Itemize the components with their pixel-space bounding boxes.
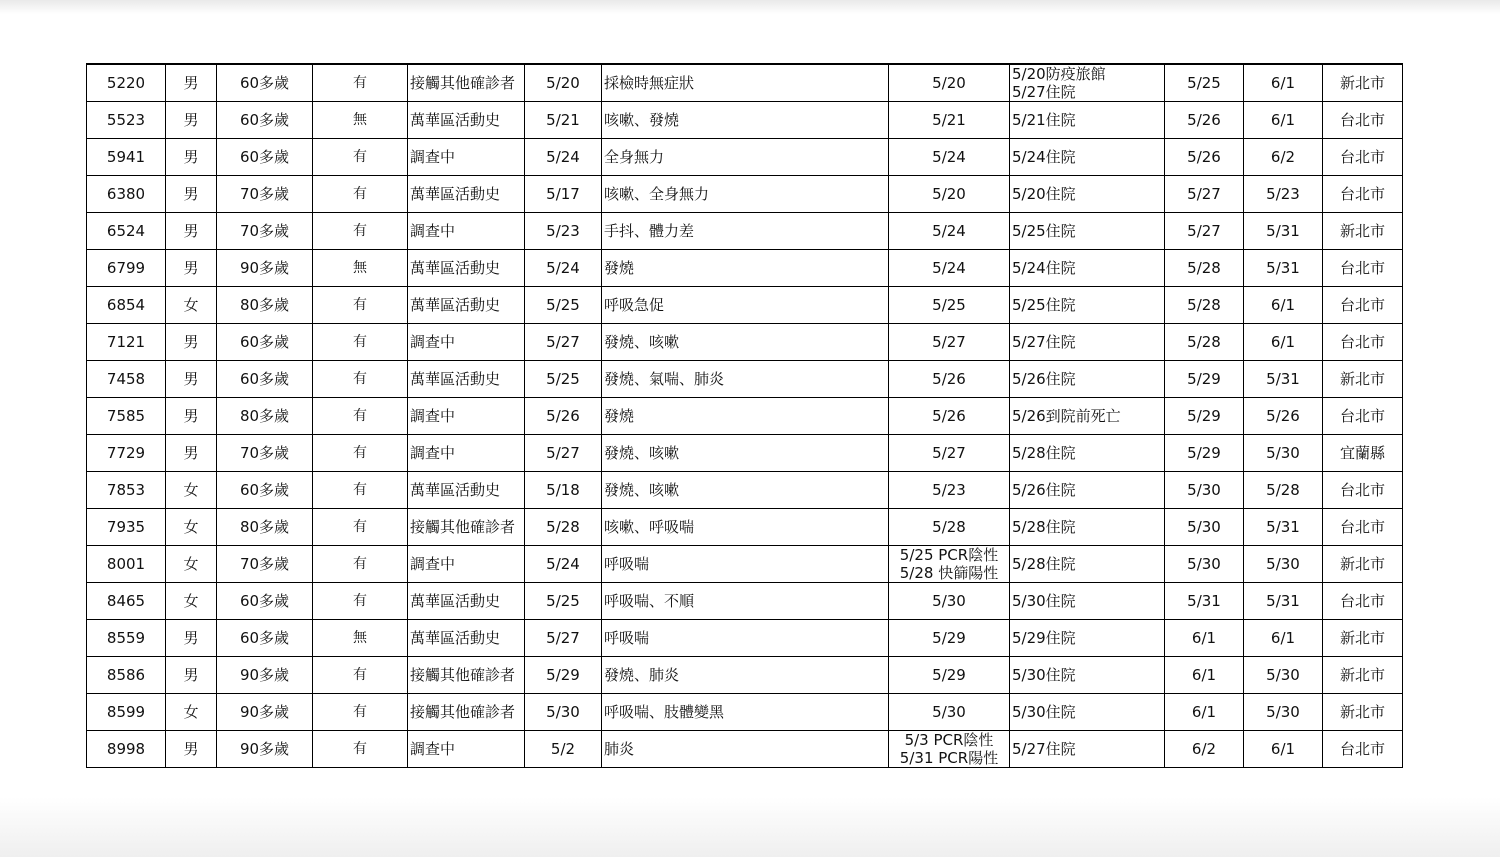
table-row (87, 620, 1403, 657)
onset-date-cell: 5/26 (525, 398, 602, 435)
age-cell: 60多歲 (217, 64, 313, 102)
sex-cell: 女 (166, 546, 217, 583)
age-cell: 70多歲 (217, 213, 313, 250)
infection-source-cell: 調查中 (408, 731, 525, 768)
sex-cell: 男 (166, 731, 217, 768)
test-date-cell-line: 5/28 快篩陽性 (899, 564, 999, 582)
city-cell: 新北市 (1323, 657, 1403, 694)
age-cell: 60多歲 (217, 324, 313, 361)
sex-cell: 女 (166, 694, 217, 731)
city-cell: 台北市 (1323, 398, 1403, 435)
chronic-disease-cell: 有 (313, 139, 408, 176)
admission-cell (1010, 694, 1165, 731)
table-row (87, 509, 1403, 546)
admission-cell-line: 5/26住院 (1012, 481, 1076, 499)
chronic-disease-cell: 有 (313, 213, 408, 250)
chronic-disease-cell: 無 (313, 250, 408, 287)
confirm-date-cell: 5/28 (1165, 250, 1244, 287)
test-date-cell-line: 5/24 (932, 148, 966, 166)
case-id-cell: 6799 (87, 250, 166, 287)
city-cell: 台北市 (1323, 287, 1403, 324)
test-date-cell-line: 5/24 (932, 259, 966, 277)
onset-date-cell: 5/23 (525, 213, 602, 250)
test-date-cell (889, 620, 1010, 657)
table-row (87, 546, 1403, 583)
confirm-date-cell: 5/26 (1165, 102, 1244, 139)
table-row (87, 64, 1403, 102)
admission-cell-line: 5/27住院 (1012, 333, 1076, 351)
test-date-cell (889, 250, 1010, 287)
infection-source-cell: 接觸其他確診者 (408, 509, 525, 546)
age-cell: 80多歲 (217, 509, 313, 546)
case-id-cell: 8001 (87, 546, 166, 583)
table-row (87, 213, 1403, 250)
admission-cell (1010, 472, 1165, 509)
table-row (87, 102, 1403, 139)
confirm-date-cell: 5/29 (1165, 435, 1244, 472)
death-date-cell: 5/23 (1244, 176, 1323, 213)
age-cell: 60多歲 (217, 139, 313, 176)
case-id-cell: 6854 (87, 287, 166, 324)
admission-cell (1010, 324, 1165, 361)
admission-cell-line: 5/30住院 (1012, 592, 1076, 610)
admission-cell (1010, 213, 1165, 250)
admission-cell (1010, 657, 1165, 694)
test-date-cell-line: 5/20 (932, 185, 966, 203)
admission-cell-line: 5/27住院 (1012, 740, 1076, 758)
onset-date-cell: 5/25 (525, 287, 602, 324)
infection-source-cell: 調查中 (408, 213, 525, 250)
infection-source-cell: 萬華區活動史 (408, 361, 525, 398)
age-cell: 90多歲 (217, 657, 313, 694)
admission-cell-line: 5/30住院 (1012, 666, 1076, 684)
admission-cell (1010, 64, 1165, 102)
age-cell: 90多歲 (217, 731, 313, 768)
admission-cell-line: 5/28住院 (1012, 518, 1076, 536)
case-id-cell: 5220 (87, 64, 166, 102)
test-date-cell-line: 5/26 (932, 370, 966, 388)
symptoms-cell: 呼吸喘、不順 (602, 583, 889, 620)
symptoms-cell: 呼吸喘、肢體變黑 (602, 694, 889, 731)
death-date-cell: 5/26 (1244, 398, 1323, 435)
onset-date-cell: 5/30 (525, 694, 602, 731)
onset-date-cell: 5/27 (525, 324, 602, 361)
chronic-disease-cell: 有 (313, 361, 408, 398)
table-row (87, 583, 1403, 620)
test-date-cell (889, 64, 1010, 102)
confirm-date-cell: 5/30 (1165, 509, 1244, 546)
admission-cell-line: 5/24住院 (1012, 148, 1076, 166)
case-id-cell: 7729 (87, 435, 166, 472)
age-cell: 60多歲 (217, 583, 313, 620)
city-cell: 新北市 (1323, 694, 1403, 731)
sex-cell: 男 (166, 213, 217, 250)
death-date-cell: 6/1 (1244, 287, 1323, 324)
confirm-date-cell: 5/30 (1165, 546, 1244, 583)
city-cell: 台北市 (1323, 176, 1403, 213)
onset-date-cell: 5/28 (525, 509, 602, 546)
test-date-cell-line: 5/30 (932, 703, 966, 721)
onset-date-cell: 5/2 (525, 731, 602, 768)
age-cell: 80多歲 (217, 287, 313, 324)
admission-cell (1010, 102, 1165, 139)
admission-cell-line: 5/28住院 (1012, 444, 1076, 462)
confirm-date-cell: 5/27 (1165, 213, 1244, 250)
test-date-cell-line: 5/20 (932, 74, 966, 92)
table-row (87, 324, 1403, 361)
confirm-date-cell: 5/31 (1165, 583, 1244, 620)
symptoms-cell: 呼吸喘 (602, 620, 889, 657)
test-date-cell (889, 583, 1010, 620)
admission-cell-line: 5/25住院 (1012, 222, 1076, 240)
chronic-disease-cell: 有 (313, 657, 408, 694)
city-cell: 宜蘭縣 (1323, 435, 1403, 472)
table-row (87, 657, 1403, 694)
case-id-cell: 7121 (87, 324, 166, 361)
symptoms-cell: 呼吸喘 (602, 546, 889, 583)
table-row (87, 250, 1403, 287)
sex-cell: 男 (166, 250, 217, 287)
test-date-cell (889, 361, 1010, 398)
test-date-cell-line: 5/26 (932, 407, 966, 425)
sex-cell: 女 (166, 472, 217, 509)
chronic-disease-cell: 有 (313, 64, 408, 102)
age-cell: 70多歲 (217, 435, 313, 472)
age-cell: 90多歲 (217, 694, 313, 731)
confirm-date-cell: 5/30 (1165, 472, 1244, 509)
admission-cell (1010, 139, 1165, 176)
death-date-cell: 6/1 (1244, 620, 1323, 657)
city-cell: 台北市 (1323, 324, 1403, 361)
chronic-disease-cell: 有 (313, 731, 408, 768)
case-id-cell: 7585 (87, 398, 166, 435)
test-date-cell (889, 176, 1010, 213)
case-id-cell: 7458 (87, 361, 166, 398)
city-cell: 台北市 (1323, 250, 1403, 287)
symptoms-cell: 咳嗽、發燒 (602, 102, 889, 139)
admission-cell-line: 5/24住院 (1012, 259, 1076, 277)
admission-cell (1010, 546, 1165, 583)
admission-cell (1010, 361, 1165, 398)
onset-date-cell: 5/29 (525, 657, 602, 694)
city-cell: 新北市 (1323, 64, 1403, 102)
case-id-cell: 8586 (87, 657, 166, 694)
age-cell: 70多歲 (217, 546, 313, 583)
admission-cell-line: 5/25住院 (1012, 296, 1076, 314)
table-row (87, 287, 1403, 324)
confirm-date-cell: 5/26 (1165, 139, 1244, 176)
symptoms-cell: 發燒 (602, 250, 889, 287)
city-cell: 台北市 (1323, 509, 1403, 546)
city-cell: 台北市 (1323, 102, 1403, 139)
confirm-date-cell: 5/27 (1165, 176, 1244, 213)
onset-date-cell: 5/24 (525, 250, 602, 287)
infection-source-cell: 萬華區活動史 (408, 287, 525, 324)
table-row (87, 472, 1403, 509)
admission-cell (1010, 731, 1165, 768)
symptoms-cell: 發燒、肺炎 (602, 657, 889, 694)
sex-cell: 男 (166, 657, 217, 694)
infection-source-cell: 調查中 (408, 398, 525, 435)
table-body (87, 64, 1403, 768)
onset-date-cell: 5/17 (525, 176, 602, 213)
test-date-cell (889, 435, 1010, 472)
case-id-cell: 6524 (87, 213, 166, 250)
chronic-disease-cell: 有 (313, 509, 408, 546)
test-date-cell-line: 5/21 (932, 111, 966, 129)
age-cell: 60多歲 (217, 361, 313, 398)
test-date-cell (889, 398, 1010, 435)
case-id-cell: 8465 (87, 583, 166, 620)
onset-date-cell: 5/27 (525, 620, 602, 657)
onset-date-cell: 5/25 (525, 361, 602, 398)
symptoms-cell: 手抖、體力差 (602, 213, 889, 250)
confirm-date-cell: 6/2 (1165, 731, 1244, 768)
admission-cell-line: 5/28住院 (1012, 555, 1076, 573)
onset-date-cell: 5/20 (525, 64, 602, 102)
page-bottom-edge (0, 797, 1500, 857)
sex-cell: 男 (166, 64, 217, 102)
admission-cell-line: 5/20防疫旅館 (1012, 65, 1106, 83)
admission-cell-line: 5/21住院 (1012, 111, 1076, 129)
test-date-cell (889, 657, 1010, 694)
chronic-disease-cell: 有 (313, 546, 408, 583)
test-date-cell-line: 5/25 (932, 296, 966, 314)
age-cell: 70多歲 (217, 176, 313, 213)
page-top-edge (0, 0, 1500, 14)
onset-date-cell: 5/21 (525, 102, 602, 139)
symptoms-cell: 採檢時無症狀 (602, 64, 889, 102)
table-row (87, 435, 1403, 472)
death-date-cell: 6/1 (1244, 324, 1323, 361)
admission-cell-line: 5/26到院前死亡 (1012, 407, 1121, 425)
chronic-disease-cell: 無 (313, 102, 408, 139)
case-id-cell: 8599 (87, 694, 166, 731)
chronic-disease-cell: 有 (313, 472, 408, 509)
admission-cell (1010, 435, 1165, 472)
death-date-cell: 5/30 (1244, 546, 1323, 583)
infection-source-cell: 接觸其他確診者 (408, 64, 525, 102)
onset-date-cell: 5/18 (525, 472, 602, 509)
symptoms-cell: 肺炎 (602, 731, 889, 768)
symptoms-cell: 呼吸急促 (602, 287, 889, 324)
city-cell: 新北市 (1323, 620, 1403, 657)
infection-source-cell: 調查中 (408, 546, 525, 583)
death-date-cell: 5/31 (1244, 213, 1323, 250)
infection-source-cell: 調查中 (408, 435, 525, 472)
test-date-cell (889, 472, 1010, 509)
admission-cell (1010, 583, 1165, 620)
case-id-cell: 8998 (87, 731, 166, 768)
admission-cell (1010, 620, 1165, 657)
death-date-cell: 5/30 (1244, 694, 1323, 731)
onset-date-cell: 5/24 (525, 139, 602, 176)
city-cell: 台北市 (1323, 472, 1403, 509)
infection-source-cell: 調查中 (408, 139, 525, 176)
sex-cell: 男 (166, 176, 217, 213)
death-date-cell: 5/28 (1244, 472, 1323, 509)
test-date-cell-line: 5/30 (932, 592, 966, 610)
onset-date-cell: 5/27 (525, 435, 602, 472)
age-cell: 90多歲 (217, 250, 313, 287)
case-id-cell: 6380 (87, 176, 166, 213)
symptoms-cell: 發燒、咳嗽 (602, 435, 889, 472)
chronic-disease-cell: 有 (313, 694, 408, 731)
confirm-date-cell: 5/29 (1165, 398, 1244, 435)
test-date-cell (889, 731, 1010, 768)
sex-cell: 男 (166, 139, 217, 176)
test-date-cell (889, 102, 1010, 139)
sex-cell: 男 (166, 324, 217, 361)
admission-cell (1010, 398, 1165, 435)
case-id-cell: 7935 (87, 509, 166, 546)
death-cases-table (86, 63, 1403, 768)
city-cell: 新北市 (1323, 361, 1403, 398)
infection-source-cell: 萬華區活動史 (408, 176, 525, 213)
case-id-cell: 5523 (87, 102, 166, 139)
test-date-cell-line: 5/23 (932, 481, 966, 499)
test-date-cell-line: 5/31 PCR陽性 (899, 749, 999, 767)
table-row (87, 694, 1403, 731)
admission-cell-line: 5/20住院 (1012, 185, 1076, 203)
onset-date-cell: 5/24 (525, 546, 602, 583)
test-date-cell (889, 694, 1010, 731)
test-date-cell (889, 213, 1010, 250)
age-cell: 60多歲 (217, 472, 313, 509)
test-date-cell-line: 5/27 (932, 444, 966, 462)
sex-cell: 男 (166, 361, 217, 398)
test-date-cell (889, 546, 1010, 583)
chronic-disease-cell: 有 (313, 583, 408, 620)
case-id-cell: 7853 (87, 472, 166, 509)
admission-cell-line: 5/30住院 (1012, 703, 1076, 721)
infection-source-cell: 萬華區活動史 (408, 583, 525, 620)
city-cell: 台北市 (1323, 139, 1403, 176)
test-date-cell-line: 5/25 PCR陰性 (899, 546, 999, 564)
test-date-cell-line: 5/27 (932, 333, 966, 351)
death-date-cell: 6/1 (1244, 102, 1323, 139)
sex-cell: 男 (166, 620, 217, 657)
city-cell: 台北市 (1323, 583, 1403, 620)
test-date-cell (889, 324, 1010, 361)
sex-cell: 男 (166, 102, 217, 139)
age-cell: 60多歲 (217, 620, 313, 657)
admission-cell-line: 5/27住院 (1012, 83, 1076, 101)
sex-cell: 男 (166, 398, 217, 435)
death-date-cell: 5/30 (1244, 435, 1323, 472)
symptoms-cell: 發燒 (602, 398, 889, 435)
infection-source-cell: 萬華區活動史 (408, 620, 525, 657)
death-date-cell: 6/2 (1244, 139, 1323, 176)
confirm-date-cell: 5/28 (1165, 324, 1244, 361)
death-date-cell: 5/31 (1244, 509, 1323, 546)
confirm-date-cell: 5/29 (1165, 361, 1244, 398)
death-date-cell: 5/31 (1244, 361, 1323, 398)
infection-source-cell: 萬華區活動史 (408, 472, 525, 509)
symptoms-cell: 咳嗽、呼吸喘 (602, 509, 889, 546)
confirm-date-cell: 6/1 (1165, 657, 1244, 694)
chronic-disease-cell: 有 (313, 324, 408, 361)
symptoms-cell: 發燒、咳嗽 (602, 472, 889, 509)
infection-source-cell: 萬華區活動史 (408, 250, 525, 287)
chronic-disease-cell: 有 (313, 435, 408, 472)
sex-cell: 女 (166, 583, 217, 620)
test-date-cell-line: 5/29 (932, 666, 966, 684)
case-id-cell: 8559 (87, 620, 166, 657)
test-date-cell-line: 5/24 (932, 222, 966, 240)
death-date-cell: 5/30 (1244, 657, 1323, 694)
death-date-cell: 5/31 (1244, 583, 1323, 620)
chronic-disease-cell: 有 (313, 398, 408, 435)
confirm-date-cell: 5/25 (1165, 64, 1244, 102)
admission-cell (1010, 287, 1165, 324)
symptoms-cell: 咳嗽、全身無力 (602, 176, 889, 213)
age-cell: 80多歲 (217, 398, 313, 435)
city-cell: 台北市 (1323, 731, 1403, 768)
chronic-disease-cell: 有 (313, 287, 408, 324)
admission-cell (1010, 509, 1165, 546)
admission-cell-line: 5/26住院 (1012, 370, 1076, 388)
death-date-cell: 6/1 (1244, 64, 1323, 102)
admission-cell-line: 5/29住院 (1012, 629, 1076, 647)
age-cell: 60多歲 (217, 102, 313, 139)
table-row (87, 731, 1403, 768)
sex-cell: 女 (166, 509, 217, 546)
death-date-cell: 6/1 (1244, 731, 1323, 768)
sex-cell: 女 (166, 287, 217, 324)
infection-source-cell: 接觸其他確診者 (408, 694, 525, 731)
confirm-date-cell: 5/28 (1165, 287, 1244, 324)
admission-cell (1010, 176, 1165, 213)
test-date-cell (889, 139, 1010, 176)
death-date-cell: 5/31 (1244, 250, 1323, 287)
table-row (87, 361, 1403, 398)
symptoms-cell: 全身無力 (602, 139, 889, 176)
infection-source-cell: 接觸其他確診者 (408, 657, 525, 694)
infection-source-cell: 調查中 (408, 324, 525, 361)
table-row (87, 139, 1403, 176)
admission-cell (1010, 250, 1165, 287)
test-date-cell-line: 5/29 (932, 629, 966, 647)
test-date-cell-line: 5/3 PCR陰性 (904, 731, 994, 749)
chronic-disease-cell: 無 (313, 620, 408, 657)
confirm-date-cell: 6/1 (1165, 620, 1244, 657)
confirm-date-cell: 6/1 (1165, 694, 1244, 731)
chronic-disease-cell: 有 (313, 176, 408, 213)
onset-date-cell: 5/25 (525, 583, 602, 620)
table-row (87, 176, 1403, 213)
symptoms-cell: 發燒、咳嗽 (602, 324, 889, 361)
test-date-cell (889, 287, 1010, 324)
test-date-cell-line: 5/28 (932, 518, 966, 536)
sex-cell: 男 (166, 435, 217, 472)
city-cell: 新北市 (1323, 546, 1403, 583)
city-cell: 新北市 (1323, 213, 1403, 250)
table-row (87, 398, 1403, 435)
case-id-cell: 5941 (87, 139, 166, 176)
test-date-cell (889, 509, 1010, 546)
infection-source-cell: 萬華區活動史 (408, 102, 525, 139)
symptoms-cell: 發燒、氣喘、肺炎 (602, 361, 889, 398)
